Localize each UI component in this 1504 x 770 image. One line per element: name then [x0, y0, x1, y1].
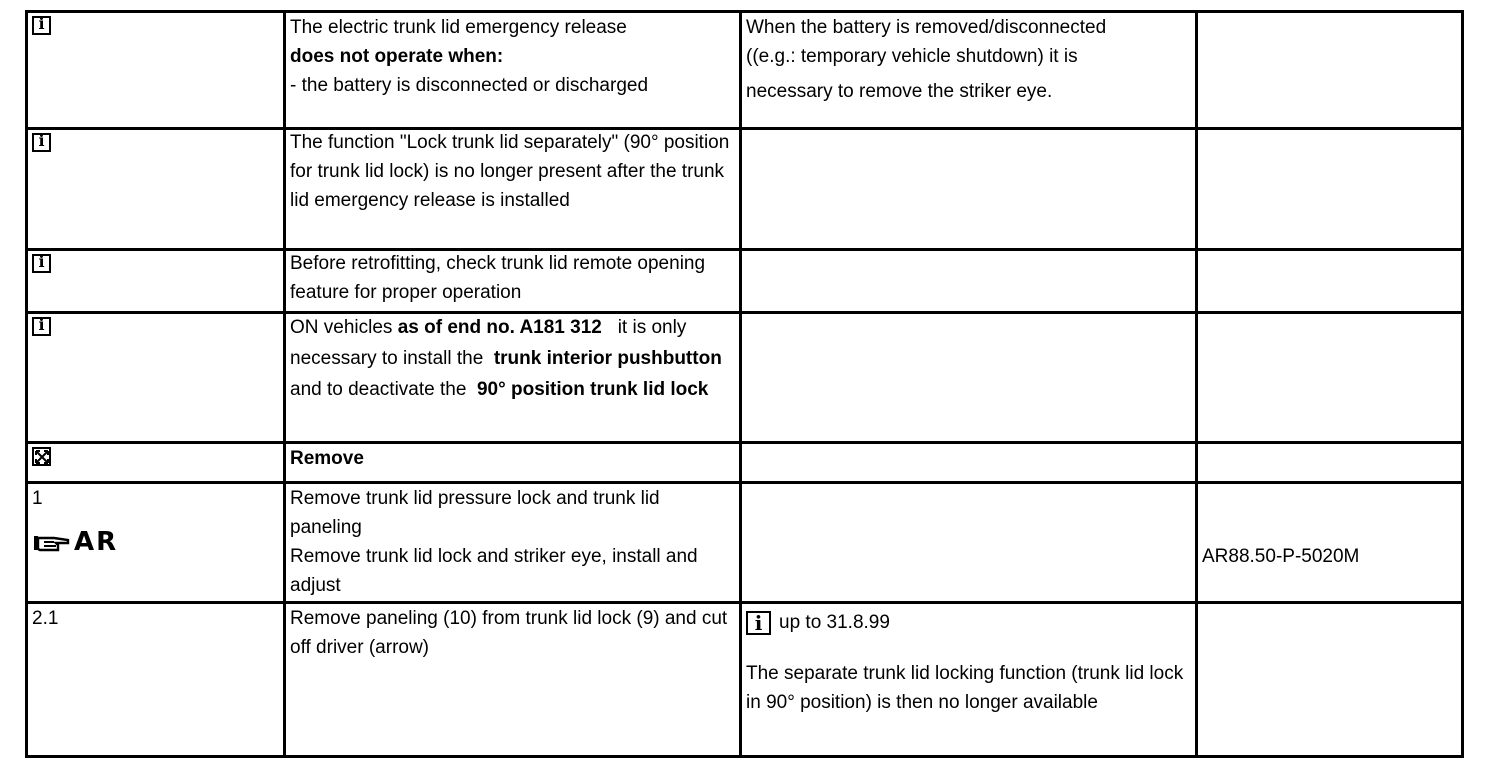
reference-cell: [1197, 443, 1463, 483]
reference-cell: [1197, 250, 1463, 313]
ar-document-link[interactable]: AR88.50-P-5020M: [1202, 546, 1360, 567]
validity-note: up to 31.8.99: [779, 612, 890, 633]
instruction-cell: ON vehicles as of end no. A181 312 it is only necessary to install the trunk interior pushbutton and to deactivate the 90° position trunk lid lock: [285, 313, 741, 443]
info-icon: [32, 254, 51, 273]
remove-icon: [32, 447, 51, 466]
step-number: 1: [32, 488, 43, 509]
table-row: [27, 443, 1463, 483]
reference-cell: [1197, 129, 1463, 250]
note-cell: [741, 313, 1197, 443]
instruction-cell: Remove: [285, 443, 741, 483]
table-row: [27, 129, 1463, 250]
table-row: [27, 603, 1463, 757]
note-cell: [741, 129, 1197, 250]
table-row: [27, 483, 1463, 603]
step-number: 2.1: [32, 608, 59, 629]
hand-pointer-icon: [32, 532, 72, 554]
marker-cell: [27, 250, 285, 313]
table-row: [27, 250, 1463, 313]
reference-cell: [1197, 313, 1463, 443]
info-icon: [32, 133, 51, 152]
note-cell: [741, 443, 1197, 483]
instruction-cell: The electric trunk lid emergency release does not operate when: - the battery is disconnected or discharged: [285, 12, 741, 129]
info-icon: [32, 317, 51, 336]
reference-cell: [1197, 12, 1463, 129]
marker-cell: [27, 12, 285, 129]
info-icon: [746, 611, 771, 635]
instruction-cell: Remove trunk lid pressure lock and trunk lid paneling Remove trunk lid lock and striker eye, install and adjust: [285, 483, 741, 603]
instruction-cell: Before retrofitting, check trunk lid remote opening feature for proper operation: [285, 250, 741, 313]
instruction-cell: The function "Lock trunk lid separately" (90° position for trunk lid lock) is no longer present after the trunk lid emergency release is installed: [285, 129, 741, 250]
reference-cell: [1197, 483, 1463, 603]
note-cell: [741, 250, 1197, 313]
note-cell: i up to 31.8.99 The separate trunk lid locking function (trunk lid lock in 90° position) is then no longer available: [741, 603, 1197, 757]
reference-cell: [1197, 603, 1463, 757]
note-cell: [741, 483, 1197, 603]
marker-cell: [27, 483, 285, 603]
instruction-cell: Remove paneling (10) from trunk lid lock (9) and cut off driver (arrow): [285, 603, 741, 757]
marker-cell: [27, 603, 285, 757]
remove-arrows-icon: [35, 450, 49, 464]
marker-cell: [27, 129, 285, 250]
procedure-table: [25, 10, 1464, 758]
ar-reference-marker: AR: [32, 528, 279, 557]
marker-cell: [27, 443, 285, 483]
info-icon: [32, 16, 51, 35]
note-cell: When the battery is removed/disconnected ((e.g.: temporary vehicle shutdown) it is necessary to remove the striker eye.: [741, 12, 1197, 129]
table-row: [27, 313, 1463, 443]
marker-cell: [27, 313, 285, 443]
table-row: [27, 12, 1463, 129]
